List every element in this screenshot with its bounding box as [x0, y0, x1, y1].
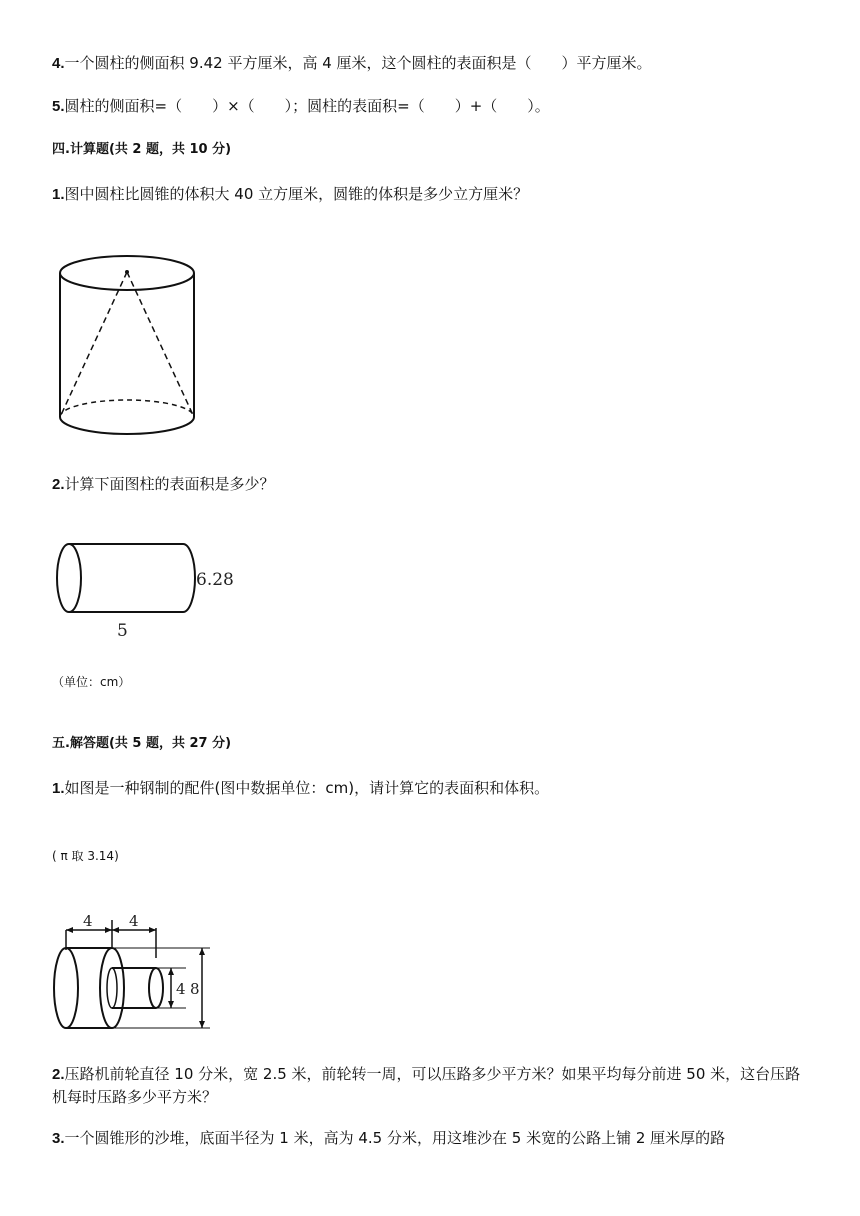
- question-number: 1.: [52, 780, 65, 797]
- question-number: 3.: [52, 1130, 65, 1147]
- question-number: 2.: [52, 1066, 65, 1083]
- unit-note: （单位：cm）: [52, 675, 131, 689]
- steel-part-figure: [50, 908, 220, 1033]
- question-text: 压路机前轮直径 10 分米，宽 2.5 米，前轮转一周，可以压路多少平方米？如果平均每分前进 50 米，这台压路机每时压路多少平方米？: [52, 1065, 801, 1106]
- question-text: 圆柱的侧面积=（ ）×（ ）；圆柱的表面积=（ ）+（ ）。: [64, 97, 550, 115]
- cylinder-cone-figure: [55, 255, 200, 440]
- question-number: 4.: [52, 55, 65, 72]
- solve-question-2: [52, 1063, 812, 1108]
- question-number: 1.: [52, 186, 65, 203]
- question-text: 一个圆锥形的沙堆，底面半径为 1 米，高为 4.5 分米，用这堆沙在 5 米宽的公路上铺 2 厘米厚的路: [64, 1129, 726, 1147]
- calc-question-1: [52, 183, 528, 206]
- calc-question-2: [52, 473, 275, 496]
- question-text: 如图是一种钢制的配件(图中数据单位：cm)，请计算它的表面积和体积。: [64, 779, 550, 797]
- length-label: 5: [117, 621, 128, 641]
- solve-question-3: [52, 1127, 725, 1150]
- question-4: [52, 52, 652, 75]
- section-title-solution: 五.解答题(共 5 题，共 27 分): [52, 736, 232, 751]
- question-number: 5.: [52, 98, 65, 115]
- dim-right-label: 4: [129, 912, 139, 930]
- horizontal-cylinder-figure: [55, 540, 245, 640]
- dim-left-label: 4: [83, 912, 93, 930]
- question-text: 图中圆柱比圆锥的体积大 40 立方厘米，圆锥的体积是多少立方厘米？: [64, 185, 529, 203]
- dim-outer-label: 8: [190, 980, 200, 998]
- height-label: 6.28: [196, 570, 234, 590]
- question-number: 2.: [52, 476, 65, 493]
- solve-question-1: [52, 777, 549, 800]
- question-text: 计算下面图柱的表面积是多少？: [64, 475, 275, 493]
- dim-inner-label: 4: [176, 980, 186, 998]
- pi-note: ( π 取 3.14): [52, 849, 119, 863]
- section-title-calculation: 四.计算题(共 2 题，共 10 分): [52, 142, 232, 157]
- question-text: 一个圆柱的侧面积 9.42 平方厘米，高 4 厘米，这个圆柱的表面积是（ ）平方厘米。: [64, 54, 652, 72]
- question-5: [52, 95, 550, 118]
